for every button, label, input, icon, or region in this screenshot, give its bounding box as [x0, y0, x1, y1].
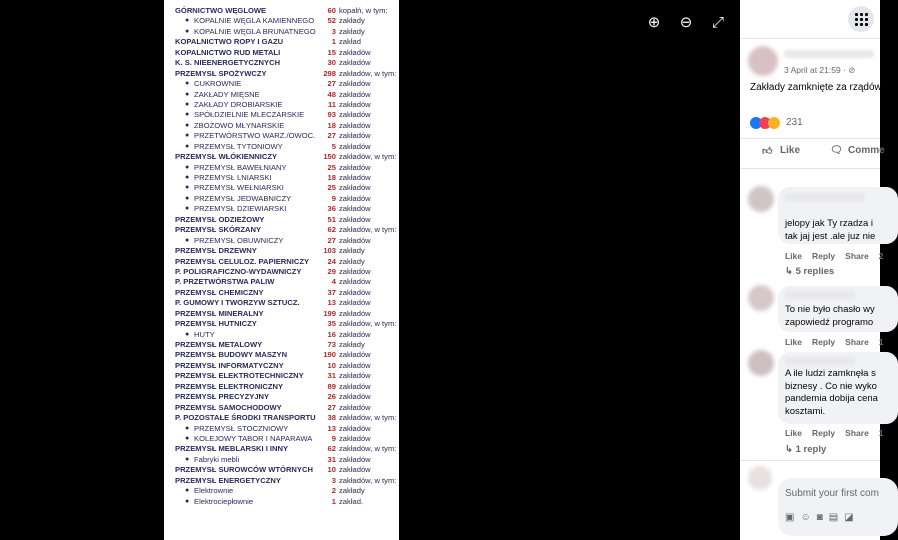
row-count: 10	[327, 465, 336, 475]
category-row	[164, 476, 399, 486]
divider	[740, 460, 880, 461]
row-name: Fabryki mebli	[194, 454, 240, 464]
category-row	[164, 298, 399, 308]
row-count: 51	[327, 214, 336, 224]
sticker-icon[interactable]: ◪	[844, 512, 854, 523]
row-count: 13	[327, 423, 336, 433]
row-name: PRZEMYSŁ CELULOZ. PAPIERNICZY	[175, 256, 310, 266]
row-count: 48	[327, 89, 336, 99]
row-count: 27	[327, 402, 336, 412]
row-unit: zakładów	[339, 99, 371, 109]
row-name: KOPALNIE WĘGLA KAMIENNEGO	[194, 16, 315, 26]
subcategory-row	[164, 236, 399, 246]
row-unit: kopalń, w tym:	[339, 6, 388, 15]
subcategory-row	[164, 173, 399, 183]
row-unit: zakładów	[339, 308, 371, 318]
row-name: PRZEMYSŁ STOCZNIOWY	[194, 423, 289, 433]
row-count: 9	[331, 433, 336, 443]
row-name: SPÓŁDZIELNIE MLECZARSKIE	[194, 110, 305, 120]
subcategory-row	[164, 486, 399, 496]
row-name: K. S. NIEENERGETYCZNYCH	[175, 58, 281, 68]
subcategory-row	[164, 455, 399, 465]
row-unit: zakładów	[339, 423, 371, 433]
row-name: ZBOŻOWO MŁYNARSKIE	[194, 120, 285, 130]
comment-age: 1	[878, 337, 884, 347]
row-unit: zakładów	[339, 79, 371, 89]
category-row	[164, 37, 399, 47]
my-avatar[interactable]	[748, 466, 772, 490]
subcategory-row	[164, 121, 399, 131]
row-unit: zakłady	[339, 256, 365, 266]
subcategory-row	[164, 330, 399, 340]
fullscreen-icon[interactable]: ⤢	[711, 14, 724, 31]
row-count: 52	[327, 16, 336, 26]
row-unit: zakładów, w tym:	[339, 413, 397, 423]
emoji-icon[interactable]: ☺	[800, 512, 811, 523]
row-name: PRZEMYSŁ BAWEŁNIANY	[194, 162, 287, 172]
row-unit: zakłady	[339, 340, 365, 349]
row-unit: zakładów	[339, 131, 371, 141]
comment-actions	[785, 428, 894, 438]
row-name: HUTY	[194, 329, 215, 339]
row-count: 89	[327, 381, 336, 391]
commenter-name[interactable]	[785, 357, 855, 365]
row-count: 27	[327, 79, 336, 89]
comment-actions	[785, 251, 894, 261]
row-count: 9	[331, 193, 336, 203]
comment-age: 1	[878, 428, 884, 438]
row-unit: zakładów, w tym:	[339, 444, 397, 454]
row-unit: zakładów	[339, 204, 371, 214]
row-count: 31	[327, 454, 336, 464]
row-unit: zakładów	[339, 110, 371, 120]
comment-age: 2	[878, 251, 884, 261]
category-row	[164, 382, 399, 392]
row-count: 2	[331, 486, 336, 496]
angry-reaction-icon	[768, 117, 780, 129]
divider	[740, 138, 880, 139]
row-name: PRZEMYSŁ LNIARSKI	[194, 173, 272, 182]
category-row	[164, 225, 399, 235]
row-count: 4	[331, 277, 336, 287]
row-count: 11	[327, 99, 336, 109]
row-unit: zakładów	[339, 47, 371, 57]
row-unit: zakład.	[339, 496, 364, 506]
bullet-icon: ●	[185, 184, 190, 192]
row-unit: zakładów	[339, 266, 371, 276]
row-unit: zakładów	[339, 89, 371, 99]
divider	[740, 168, 880, 169]
row-unit: zakłady	[339, 486, 365, 496]
post-timestamp[interactable]: 3 April at 21:59 · ⊘	[784, 65, 856, 75]
row-unit: zakładów	[339, 58, 371, 68]
reply-arrow-icon: ↳	[785, 444, 796, 455]
category-row	[164, 444, 399, 454]
row-unit: zakładów, w tym:	[339, 225, 397, 235]
row-name: PRZEMYSŁ SUROWCÓW WTÓRNYCH	[175, 465, 313, 475]
comment-like-link[interactable]: Like	[785, 251, 803, 261]
zoom-out-icon[interactable]: ⊖	[679, 14, 693, 31]
gif-icon[interactable]: ▤	[828, 512, 839, 523]
row-count: 36	[327, 204, 336, 214]
category-row	[164, 267, 399, 277]
row-unit: zakładów	[339, 350, 371, 360]
row-name: PRZEMYSŁ METALOWY	[175, 340, 263, 349]
bullet-icon: ●	[185, 90, 190, 98]
category-row	[164, 309, 399, 319]
subcategory-row	[164, 424, 399, 434]
row-unit: zakłady	[339, 246, 365, 256]
row-count: 16	[327, 329, 336, 339]
row-count: 25	[327, 183, 336, 193]
bullet-icon: ●	[185, 455, 190, 463]
bullet-icon: ●	[185, 424, 190, 432]
row-name: ZAKŁADY DROBIARSKIE	[194, 99, 283, 109]
row-count: 62	[327, 225, 336, 235]
row-unit: zakładów, w tym:	[339, 68, 397, 78]
row-count: 3	[331, 475, 336, 485]
row-unit: zakładów	[339, 392, 371, 402]
row-unit: zakładów, w tym:	[339, 319, 397, 329]
comment-text: To nie było chasło wy zapowiedź programo	[785, 304, 875, 328]
row-count: 15	[327, 47, 336, 57]
category-row	[164, 413, 399, 423]
bullet-icon: ●	[185, 194, 190, 202]
comment-bubble-icon: 🗨︎	[830, 145, 843, 156]
category-row	[164, 58, 399, 68]
category-row	[164, 48, 399, 58]
comment-share-link[interactable]: Share	[845, 428, 869, 438]
category-row	[164, 403, 399, 413]
comment-reply-link[interactable]: Reply	[812, 251, 836, 261]
comment-like-link[interactable]: Like	[785, 428, 803, 438]
comment-actions	[785, 337, 894, 347]
row-unit: zakładów	[339, 141, 371, 151]
bullet-icon: ●	[185, 17, 190, 25]
bullet-icon: ●	[185, 27, 190, 35]
row-count: 73	[327, 340, 336, 349]
divider	[740, 38, 880, 39]
bullet-icon: ●	[185, 111, 190, 119]
row-unit: zakładów	[339, 183, 371, 193]
commenter-avatar[interactable]	[748, 350, 774, 376]
bullet-icon: ●	[185, 236, 190, 244]
comment-like-link[interactable]: Like	[785, 337, 803, 347]
subcategory-row	[164, 183, 399, 193]
category-row	[164, 350, 399, 360]
row-name: PRZEMYSŁ ENERGETYCZNY	[175, 475, 281, 485]
row-name: PRZEMYSŁ SAMOCHODOWY	[175, 402, 282, 412]
comment-text: A ile ludzi zamknęła s biznesy . Co nie wyko pandemia dobija cena kosztami.	[785, 368, 878, 417]
row-count: 199	[323, 308, 336, 318]
commenter-avatar[interactable]	[748, 285, 774, 311]
commenter-name[interactable]	[785, 291, 855, 299]
view-replies-link[interactable]: ↳ 1 reply	[785, 444, 827, 455]
zoom-in-icon[interactable]: ⊕	[647, 14, 661, 31]
bullet-icon: ●	[185, 142, 190, 150]
post-panel: 3 April at 21:59 · ⊘ Zakłady zamknięte za rządów 231 👍︎ Like 🗨︎ Comme jelopy jak Ty rzadza i tak jaj jest .ale juz nie Like Reply Share 2 ↳ 5 replies To nie było chasło wy zapowiedź programo Like Reply Share 1 A ile ludzi zamknęła s biznesy . Co nie wyko pandemia dobija cena kosztami. Like Reply Share 1 ↳ 1 reply Submit your first com ▣ ☺ ◙ ▤ ◪	[740, 0, 880, 540]
comment-reply-link[interactable]: Reply	[812, 337, 836, 347]
row-name: PRZEMYSŁ OBUWNICZY	[194, 235, 284, 245]
avatar-sticker-icon[interactable]: ▣	[785, 512, 795, 523]
row-unit: zakładów	[339, 454, 371, 464]
reply-arrow-icon: ↳	[785, 266, 796, 277]
row-count: 60	[327, 6, 336, 15]
row-name: PRZEMYSŁ ELEKTROTECHNICZNY	[175, 371, 304, 381]
row-unit: zakładów	[339, 120, 371, 130]
row-name: PRZEMYSŁ ODZIEŻOWY	[175, 214, 265, 224]
row-name: PRZEMYSŁ INFORMATYCZNY	[175, 360, 284, 370]
row-count: 93	[327, 110, 336, 120]
row-name: PRZEMYSŁ MEBLARSKI I INNY	[175, 444, 289, 454]
category-row	[164, 246, 399, 256]
row-name: PRZEMYSŁ DRZEWNY	[175, 246, 257, 256]
row-name: P. GUMOWY I TWORZYW SZTUCZ.	[175, 298, 300, 308]
row-count: 30	[327, 58, 336, 68]
category-row	[164, 215, 399, 225]
row-unit: zakładów	[339, 402, 371, 412]
row-name: CUKROWNIE	[194, 79, 242, 89]
row-count: 1	[331, 37, 336, 47]
subcategory-row	[164, 497, 399, 507]
row-count: 103	[323, 246, 336, 256]
category-row	[164, 319, 399, 329]
row-count: 1	[331, 496, 336, 506]
row-count: 31	[327, 371, 336, 381]
subcategory-row	[164, 204, 399, 214]
row-name: P. POZOSTAŁE ŚRODKI TRANSPORTU	[175, 413, 316, 423]
category-row	[164, 277, 399, 287]
row-unit: zakład	[339, 37, 361, 47]
subcategory-row	[164, 90, 399, 100]
row-name: PRZEMYSŁ JEDWABNICZY	[194, 193, 292, 203]
row-name: PRZEMYSŁ HUTNICZY	[175, 319, 257, 329]
camera-icon[interactable]: ◙	[816, 512, 823, 523]
row-count: 62	[327, 444, 336, 454]
comment-composer[interactable]	[778, 478, 898, 536]
subcategory-row	[164, 142, 399, 152]
row-name: Elektrownie	[194, 486, 234, 496]
row-count: 35	[327, 319, 336, 329]
row-name: PRZEMYSŁ WEŁNIARSKI	[194, 183, 284, 193]
row-name: ZAKŁADY MIĘSNE	[194, 89, 260, 99]
bullet-icon: ●	[185, 100, 190, 108]
row-unit: zakładów	[339, 277, 371, 287]
row-unit: zakładów	[339, 371, 371, 381]
row-count: 3	[331, 26, 336, 36]
bullet-icon: ●	[185, 205, 190, 213]
row-name: PRZETWÓRSTWO WARZ./OWOC.	[194, 131, 316, 141]
bullet-icon: ●	[185, 487, 190, 495]
row-count: 298	[323, 68, 336, 78]
row-count: 10	[327, 360, 336, 370]
row-name: PRZEMYSŁ SKÓRZANY	[175, 225, 262, 235]
bullet-icon: ●	[185, 497, 190, 505]
comment-share-link[interactable]: Share	[845, 251, 869, 261]
row-unit: zakładów	[339, 360, 371, 370]
reaction-count: 231	[786, 117, 803, 128]
row-name: Elektrociepłownie	[194, 496, 254, 506]
row-unit: zakładów	[339, 287, 371, 297]
row-unit: zakładów	[339, 298, 371, 308]
row-name: PRZEMYSŁ DZIEWIARSKI	[194, 204, 287, 214]
commenter-name[interactable]	[785, 193, 865, 201]
row-name: PRZEMYSŁ SPOŻYWCZY	[175, 68, 267, 78]
row-count: 27	[327, 235, 336, 245]
comment-text: jelopy jak Ty rzadza i tak jaj jest .ale juz nie	[785, 218, 876, 242]
category-row	[164, 152, 399, 162]
view-replies-link[interactable]: ↳ 5 replies	[785, 266, 835, 277]
author-avatar[interactable]	[748, 46, 778, 76]
row-count: 18	[327, 120, 336, 130]
row-name: KOLEJOWY TABOR I NAPARAWA	[194, 433, 313, 443]
row-name: KOPALNICTWO RUD METALI	[175, 47, 281, 57]
row-name: P. POLIGRAFICZNO-WYDAWNICZY	[175, 266, 302, 276]
composer-tools	[785, 512, 854, 523]
row-unit: zakładów	[339, 381, 371, 391]
subcategory-row	[164, 194, 399, 204]
row-count: 37	[327, 287, 336, 297]
subcategory-row	[164, 79, 399, 89]
subcategory-row	[164, 16, 399, 26]
subcategory-row	[164, 131, 399, 141]
category-row	[164, 340, 399, 350]
comment-input[interactable]: Submit your first com	[785, 488, 879, 499]
commenter-avatar[interactable]	[748, 186, 774, 212]
row-name: GÓRNICTWO WĘGLOWE	[175, 6, 267, 15]
bullet-icon: ●	[185, 330, 190, 338]
row-name: PRZEMYSŁ WŁÓKIENNICZY	[175, 152, 278, 162]
row-name: KOPALNIE WĘGLA BRUNATNEGO	[194, 26, 316, 36]
thumbs-up-icon: 👍︎	[762, 146, 773, 157]
row-unit: zakładów	[339, 433, 371, 443]
row-count: 18	[327, 173, 336, 182]
category-row	[164, 465, 399, 475]
row-count: 5	[331, 141, 336, 151]
row-unit: zakładów, w tym:	[339, 152, 397, 162]
row-unit: zakładów	[339, 235, 371, 245]
row-name: P. PRZETWÓRSTWA PALIW	[175, 277, 275, 287]
row-count: 190	[323, 350, 336, 360]
row-name: PRZEMYSŁ TYTONIOWY	[194, 141, 283, 151]
row-unit: zakładów	[339, 329, 371, 339]
row-name: PRZEMYSŁ PRECYZYJNY	[175, 392, 270, 402]
category-row	[164, 371, 399, 381]
row-name: PRZEMYSŁ CHEMICZNY	[175, 287, 264, 297]
category-row	[164, 69, 399, 79]
bullet-icon: ●	[185, 121, 190, 129]
row-unit: zakładów	[339, 214, 371, 224]
category-row	[164, 361, 399, 371]
bullet-icon: ●	[185, 132, 190, 140]
row-unit: zakładów	[339, 465, 371, 475]
comment-share-link[interactable]: Share	[845, 337, 869, 347]
bullet-icon: ●	[185, 434, 190, 442]
category-row	[164, 6, 399, 16]
subcategory-row	[164, 27, 399, 37]
row-unit: zakładów, w tym:	[339, 475, 397, 485]
row-name: PRZEMYSŁ BUDOWY MASZYN	[175, 350, 288, 360]
subcategory-row	[164, 434, 399, 444]
row-count: 26	[327, 392, 336, 402]
row-name: PRZEMYSŁ MINERALNY	[175, 308, 264, 318]
comment-reply-link[interactable]: Reply	[812, 428, 836, 438]
row-unit: zakładów	[339, 173, 371, 182]
subcategory-row	[164, 100, 399, 110]
subcategory-row	[164, 163, 399, 173]
row-name: PRZEMYSŁ ELEKTRONICZNY	[175, 381, 284, 391]
row-count: 13	[327, 298, 336, 308]
document-image	[164, 0, 399, 540]
row-name: KOPALNICTWO ROPY I GAZU	[175, 37, 284, 47]
category-row	[164, 392, 399, 402]
row-count: 29	[327, 266, 336, 276]
row-count: 38	[327, 413, 336, 423]
row-count: 24	[327, 256, 336, 266]
category-row	[164, 288, 399, 298]
bullet-icon: ●	[185, 174, 190, 181]
bullet-icon: ●	[185, 80, 190, 88]
bullet-icon: ●	[185, 163, 190, 171]
subcategory-row	[164, 110, 399, 120]
apps-menu-icon[interactable]	[848, 6, 874, 32]
row-unit: zakłady	[339, 16, 365, 26]
category-row	[164, 257, 399, 267]
row-unit: zakładów	[339, 193, 371, 203]
row-count: 25	[327, 162, 336, 172]
row-unit: zakładów	[339, 162, 371, 172]
post-text: Zakłady zamknięte za rządów	[750, 82, 882, 93]
author-name[interactable]	[784, 50, 874, 58]
row-count: 150	[323, 152, 336, 162]
row-count: 27	[327, 131, 336, 141]
row-unit: zakłady	[339, 26, 365, 36]
